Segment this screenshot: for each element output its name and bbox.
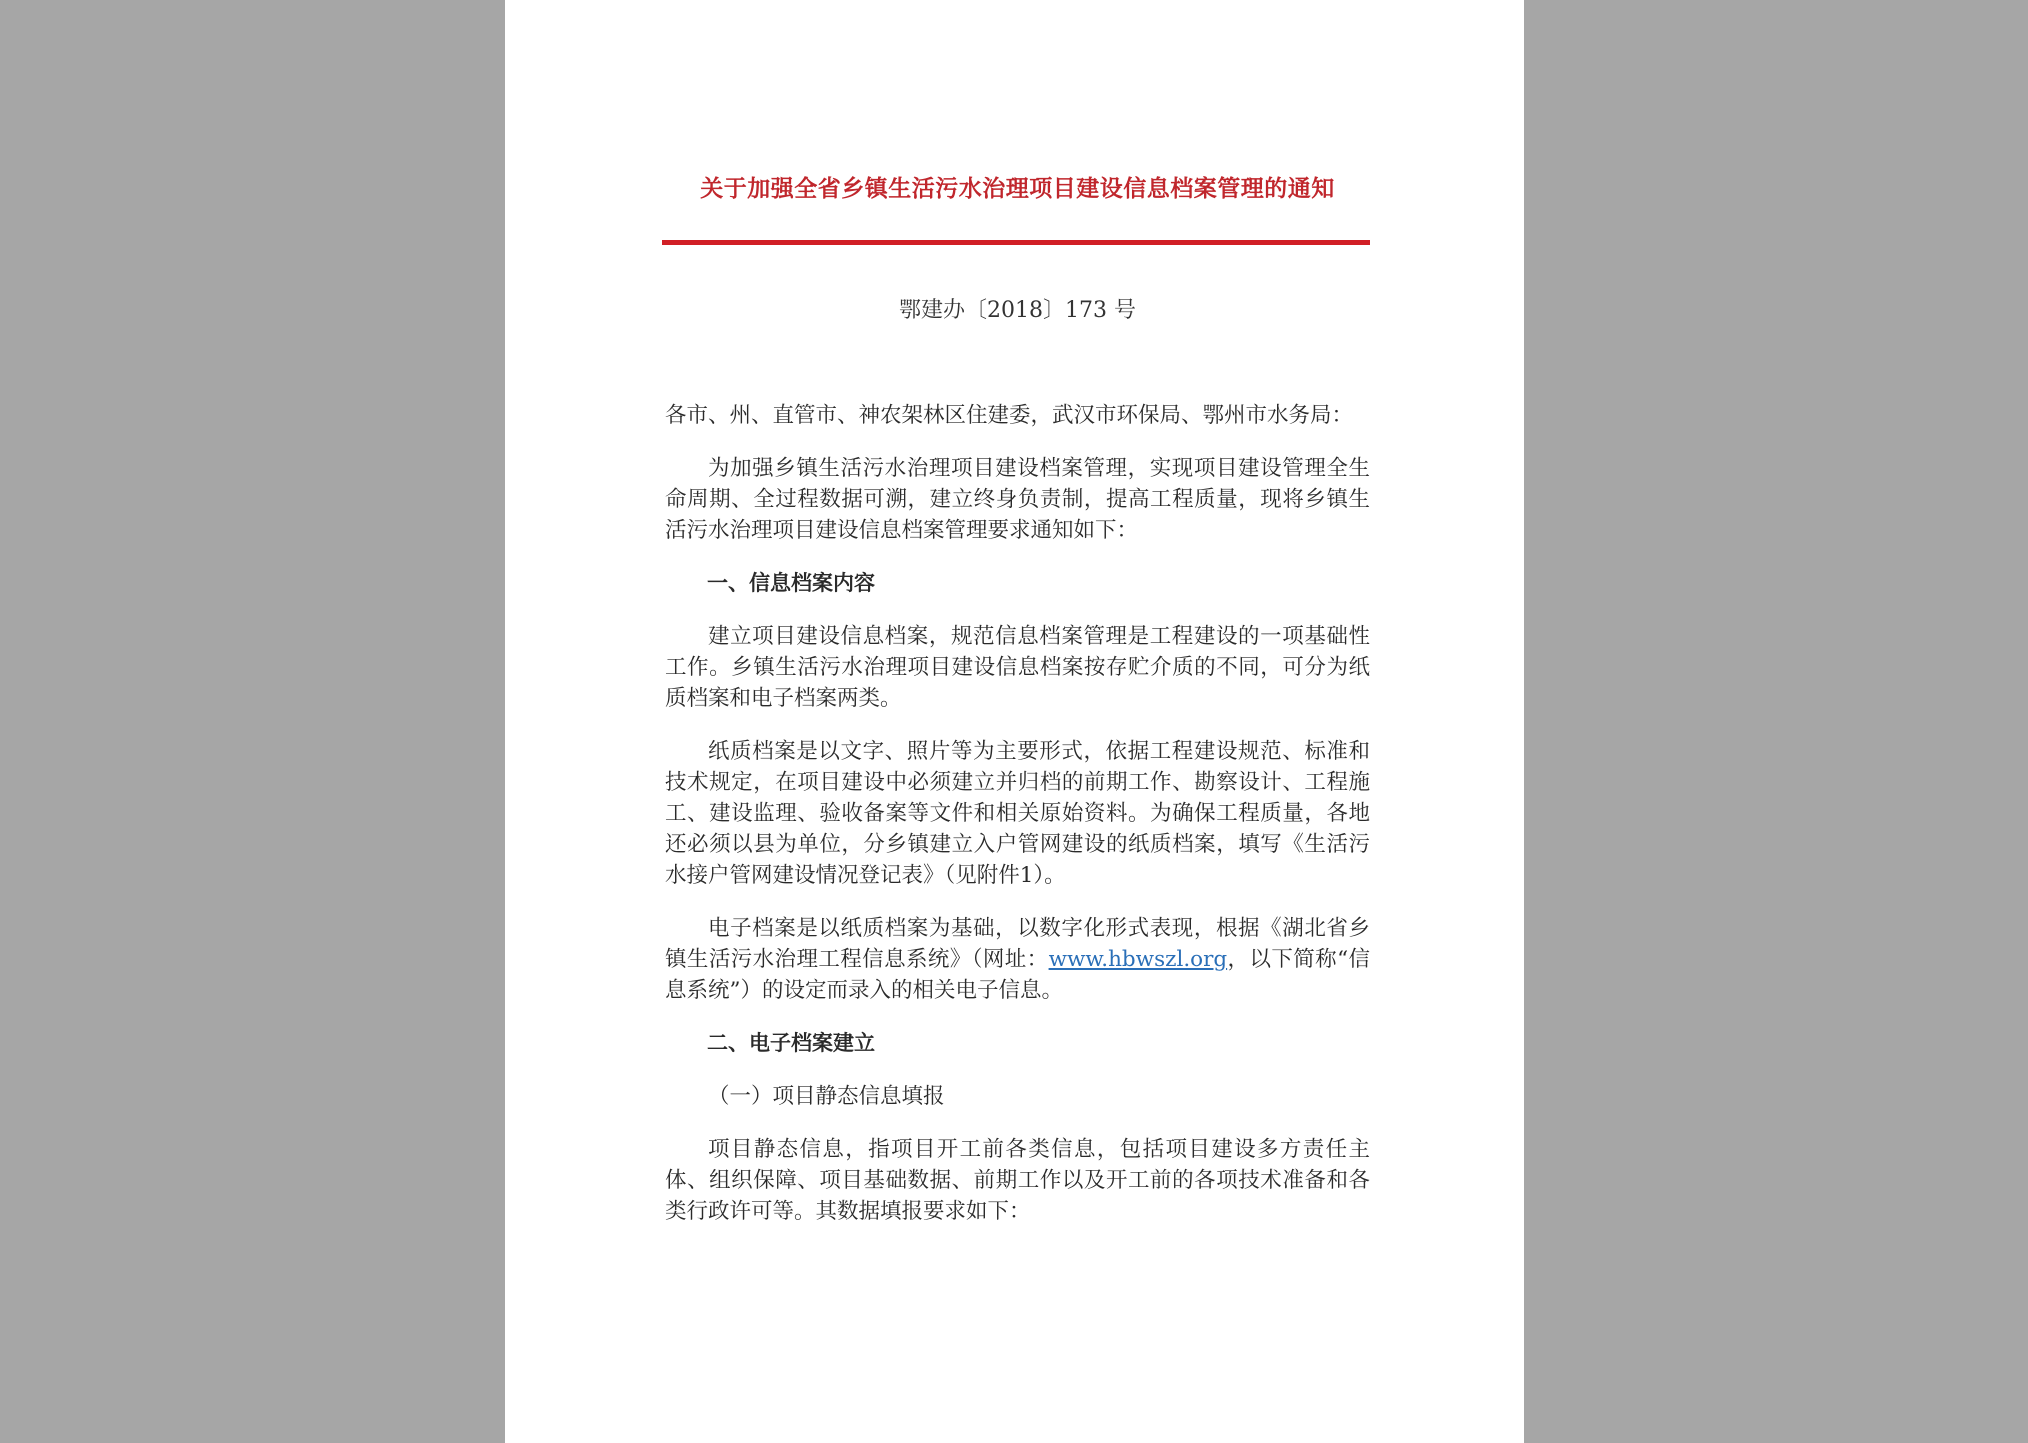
red-header-rule [662,240,1370,245]
section1-p3-text-after: ，以下简称“信息系统”）的设定而录入的相关电子信息。 [665,947,1370,1003]
section1-paragraph-2: 纸质档案是以文字、照片等为主要形式，依据工程建设规范、标准和技术规定，在项目建设中必须建立并归档的前期工作、勘察设计、工程施工、建设监理、验收备案等文件和相关原始资料。为确保工程质量，各地还必须以县为单位，分乡镇建立入户管网建设的纸质档案，填写《生活污水接户管网建设情况登记表》（见附件1）。 [665,739,1370,888]
intro-paragraph: 为加强乡镇生活污水治理项目建设档案管理，实现项目建设管理全生命周期、全过程数据可溯，建立终身负责制，提高工程质量，现将乡镇生活污水治理项目建设信息档案管理要求通知如下： [665,456,1370,543]
section-heading-2: 二、电子档案建立 [707,1031,875,1055]
subsection-heading-1: （一）项目静态信息填报 [708,1084,945,1109]
section1-paragraph-1: 建立项目建设信息档案，规范信息档案管理是工程建设的一项基础性工作。乡镇生活污水治理项目建设信息档案按存贮介质的不同，可分为纸质档案和电子档案两类。 [665,624,1370,711]
section1-paragraph-3 [665,913,1370,1006]
section2-paragraph-1: 项目静态信息，指项目开工前各类信息，包括项目建设多方责任主体、组织保障、项目基础数据、前期工作以及开工前的各项技术准备和各类行政许可等。其数据填报要求如下： [665,1137,1370,1224]
document-number: 鄂建办〔2018〕173 号 [899,298,1136,323]
salutation: 各市、州、直管市、神农架林区住建委，武汉市环保局、鄂州市水务局： [665,403,1354,428]
website-link[interactable]: www.hbwszl.org [1048,947,1228,972]
document-page [505,0,1524,1443]
section-heading-1: 一、信息档案内容 [707,571,875,595]
document-title: 关于加强全省乡镇生活污水治理项目建设信息档案管理的通知 [700,175,1335,202]
section1-p3-text-before: 电子档案是以纸质档案为基础，以数字化形式表现，根据《湖北省乡镇生活污水治理工程信息系统》（网址： [665,916,1370,972]
document-body [665,400,1370,1249]
